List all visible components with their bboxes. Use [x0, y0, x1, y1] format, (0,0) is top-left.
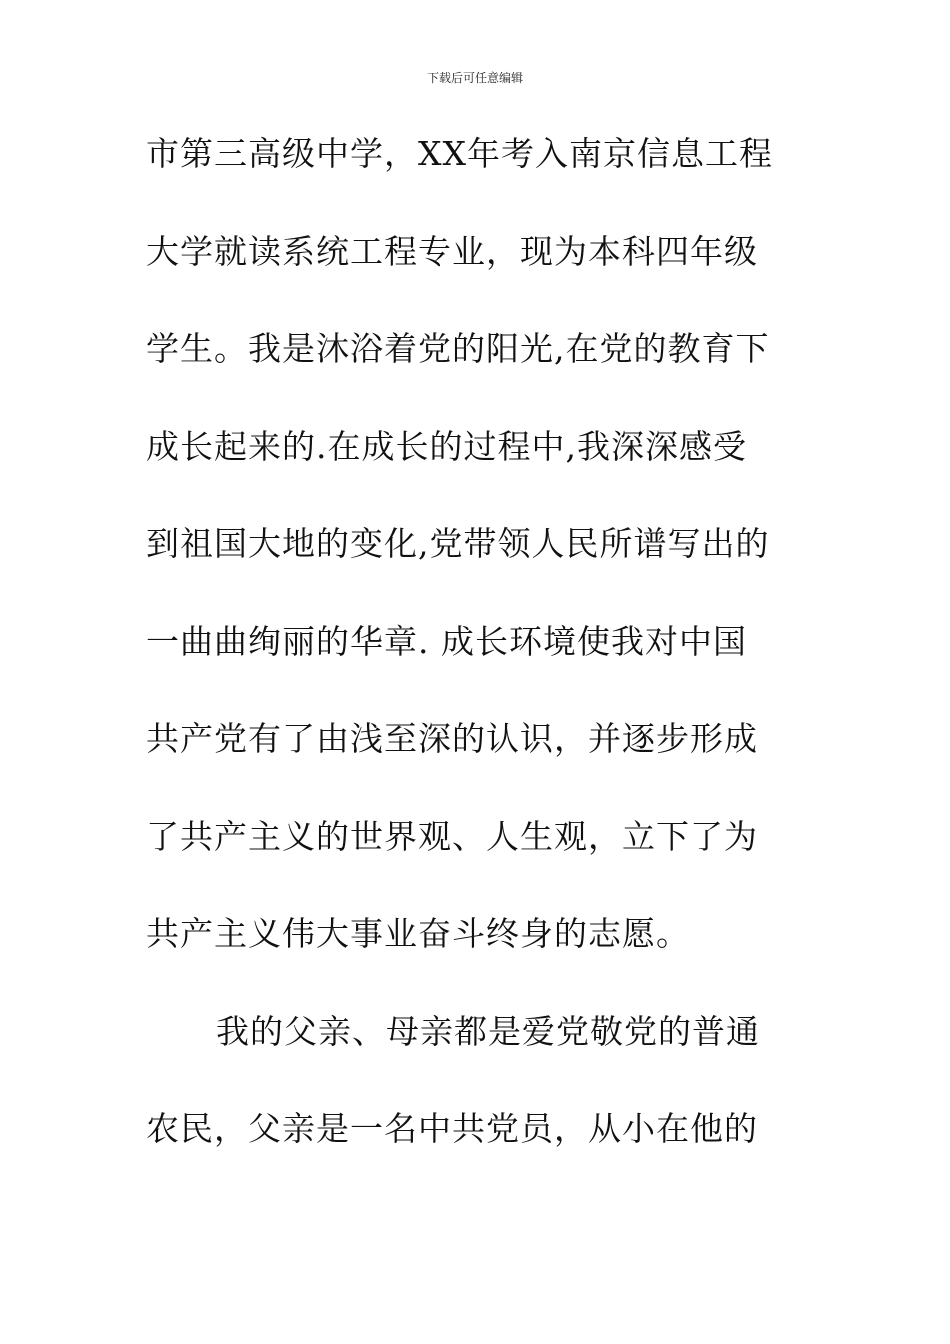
- paragraph-line-indented: 我的父亲、母亲都是爱党敬党的普通: [216, 1011, 760, 1051]
- paragraph-line: 共产党有了由浅至深的认识，并逐步形成: [146, 719, 758, 758]
- paragraph-line: 成长起来的.在成长的过程中,我深深感受: [146, 426, 747, 466]
- document-body: [146, 126, 806, 1199]
- paragraph-line: 大学就读系统工程专业，现为本科四年级: [146, 231, 758, 271]
- paragraph-line: 市第三高级中学，XX年考入南京信息工程: [146, 134, 773, 173]
- paragraph-line: 了共产主义的世界观、人生观，立下了为: [146, 816, 758, 856]
- paragraph-line: 学生。我是沐浴着党的阳光,在党的教育下: [146, 329, 770, 368]
- paragraph-line: 共产主义伟大事业奋斗终身的志愿。: [146, 914, 690, 953]
- header-note: 下载后可任意编辑: [426, 71, 523, 85]
- paragraph-line: 到祖国大地的变化,党带领人民所谱写出的: [146, 524, 770, 563]
- paragraph-line: 农民，父亲是一名中共党员，从小在他的: [146, 1109, 758, 1148]
- paragraph-line: 一曲曲绚丽的华章. 成长环境使我对中国: [146, 621, 747, 661]
